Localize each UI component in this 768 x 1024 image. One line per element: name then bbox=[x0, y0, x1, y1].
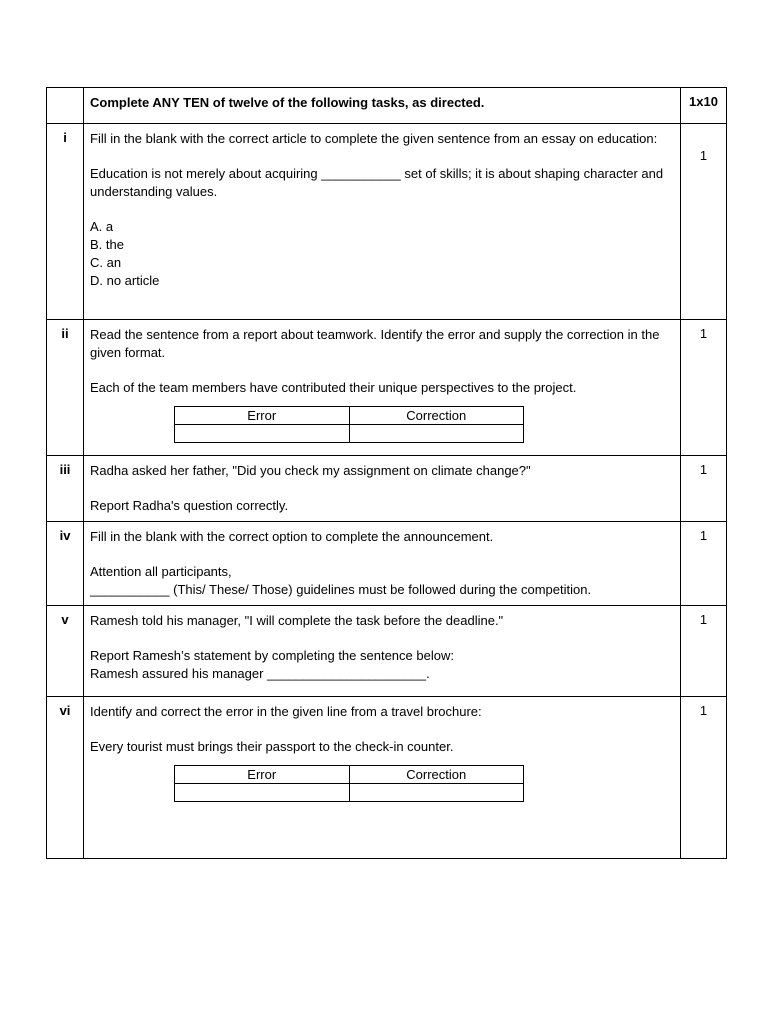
error-correction-table bbox=[174, 765, 524, 802]
question-prompt: Fill in the blank with the correct article to complete the given sentence from an essay on education: bbox=[90, 131, 658, 146]
question-number: v bbox=[47, 606, 84, 697]
question-body bbox=[84, 522, 681, 606]
question-marks: 1 bbox=[681, 697, 727, 859]
error-answer-cell[interactable] bbox=[175, 425, 350, 443]
correction-header: Correction bbox=[349, 766, 524, 784]
question-body bbox=[84, 697, 681, 859]
announcement-line: Attention all participants, bbox=[90, 564, 232, 579]
announcement-blank-line: ___________ (This/ These/ Those) guidelines must be followed during the competition. bbox=[90, 582, 592, 597]
question-prompt: Fill in the blank with the correct option to complete the announcement. bbox=[90, 529, 494, 544]
question-sentence: Report Radha's question correctly. bbox=[90, 498, 289, 513]
option-d: D. no article bbox=[90, 273, 160, 288]
error-answer-cell[interactable] bbox=[175, 784, 350, 802]
question-prompt: Radha asked her father, "Did you check my assignment on climate change?" bbox=[90, 463, 531, 478]
error-header: Error bbox=[175, 766, 350, 784]
question-prompt: Read the sentence from a report about teamwork. Identify the error and supply the correction in the given format. bbox=[90, 327, 660, 360]
report-blank-line: Ramesh assured his manager ______________________. bbox=[90, 666, 430, 681]
question-prompt: Identify and correct the error in the given line from a travel brochure: bbox=[90, 704, 482, 719]
marks-value: 1 bbox=[699, 148, 708, 163]
question-sentence: Education is not merely about acquiring ___________ set of skills; it is about shaping character and understanding values. bbox=[90, 166, 664, 199]
error-header: Error bbox=[175, 407, 350, 425]
question-sentence: Every tourist must brings their passport to the check-in counter. bbox=[90, 739, 454, 754]
question-row-ii bbox=[47, 320, 727, 456]
option-c: C. an bbox=[90, 255, 122, 270]
question-row-i bbox=[47, 124, 727, 320]
question-number: i bbox=[47, 124, 84, 320]
correction-header: Correction bbox=[349, 407, 524, 425]
report-instruction: Report Ramesh’s statement by completing the sentence below: bbox=[90, 648, 454, 663]
question-table bbox=[46, 87, 727, 859]
question-row-v bbox=[47, 606, 727, 697]
question-body bbox=[84, 124, 681, 320]
total-marks: 1x10 bbox=[681, 88, 727, 124]
question-marks bbox=[681, 124, 727, 320]
question-body bbox=[84, 456, 681, 522]
question-row-iii bbox=[47, 456, 727, 522]
question-sentence: Each of the team members have contributed their unique perspectives to the project. bbox=[90, 380, 577, 395]
question-row-iv bbox=[47, 522, 727, 606]
question-row-vi bbox=[47, 697, 727, 859]
header-row bbox=[47, 88, 727, 124]
question-marks: 1 bbox=[681, 320, 727, 456]
question-number: iv bbox=[47, 522, 84, 606]
question-marks: 1 bbox=[681, 456, 727, 522]
question-marks: 1 bbox=[681, 522, 727, 606]
question-number: vi bbox=[47, 697, 84, 859]
correction-answer-cell[interactable] bbox=[349, 425, 524, 443]
question-body bbox=[84, 320, 681, 456]
correction-answer-cell[interactable] bbox=[349, 784, 524, 802]
question-body bbox=[84, 606, 681, 697]
option-b: B. the bbox=[90, 237, 124, 252]
question-number: ii bbox=[47, 320, 84, 456]
error-correction-table bbox=[174, 406, 524, 443]
header-num-cell bbox=[47, 88, 84, 124]
question-number: iii bbox=[47, 456, 84, 522]
instruction-text: Complete ANY TEN of twelve of the following tasks, as directed. bbox=[84, 88, 681, 124]
question-prompt: Ramesh told his manager, "I will complete the task before the deadline." bbox=[90, 613, 504, 628]
question-marks: 1 bbox=[681, 606, 727, 697]
option-a: A. a bbox=[90, 219, 114, 234]
